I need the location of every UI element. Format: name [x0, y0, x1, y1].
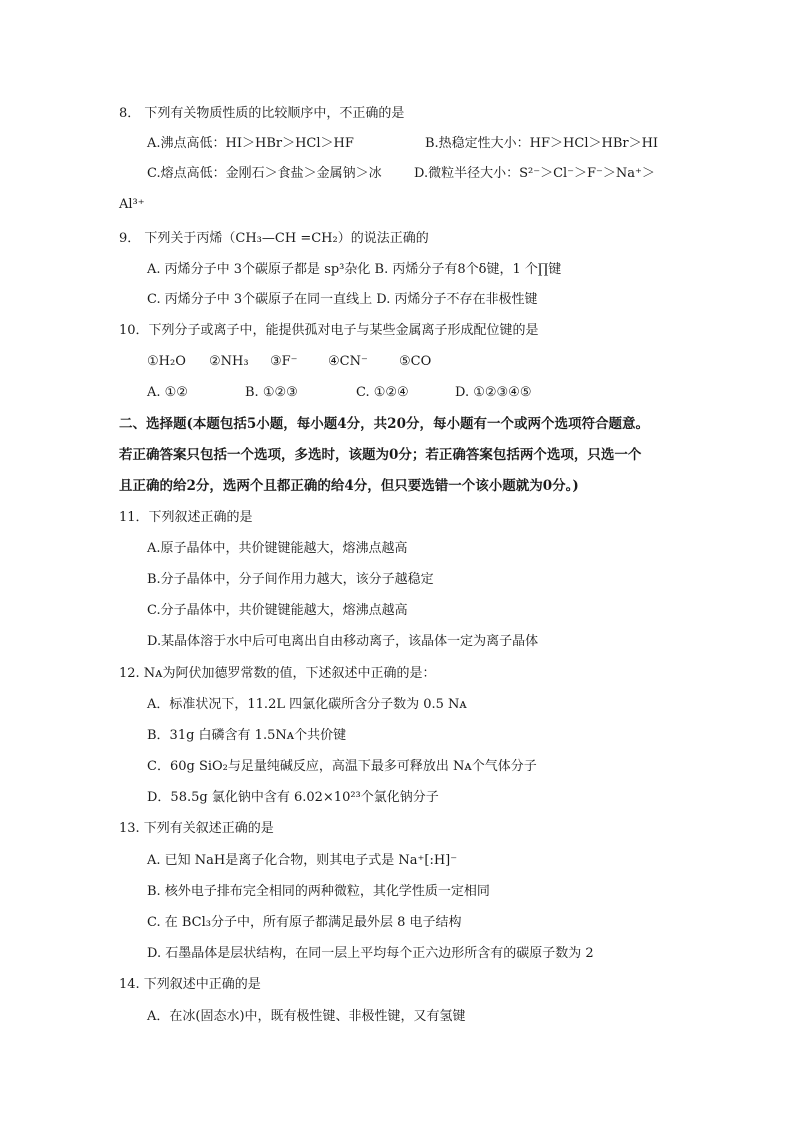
q8-option-b: B.热稳定性大小：HF＞HCl＞HBr＞HI [425, 136, 659, 151]
q11-option-d: D.某晶体溶于水中后可电离出自由移动离子，该晶体一定为离子晶体 [147, 634, 539, 649]
q8-option-c: C.熔点高低：金刚石＞食盐＞金属钠＞冰 [147, 166, 382, 181]
q12-option-d: D．58.5g 氯化钠中含有 6.02×10²³个氯化钠分子 [147, 790, 439, 805]
q9-options-cd: C. 丙烯分子中 3个碳原子在同一直线上 D. 丙烯分子不存在非极性键 [147, 292, 538, 307]
q12-stem: 12. Nᴀ为阿伏加德罗常数的值，下述叙述中正确的是： [119, 666, 436, 681]
q14-stem: 14. 下列叙述中正确的是 [119, 977, 261, 992]
q9-options-ab: A. 丙烯分子中 3个碳原子都是 sp³杂化 B. 丙烯分子有8个δ键，1 个∏键 [147, 262, 562, 277]
q10-item-4: ④CN⁻ [328, 354, 368, 369]
q12-option-b: B．31g 白磷含有 1.5Nᴀ个共价键 [147, 728, 347, 743]
q8-option-d-continued: Al³⁺ [119, 197, 145, 212]
q11-option-b: B.分子晶体中，分子间作用力越大，该分子越稳定 [147, 572, 434, 587]
q10-item-5: ⑤CO [399, 354, 432, 369]
section-two-instructions-line3: 且正确的给2分，选两个且都正确的给4分，但只要选错一个该小题就为0分。) [119, 478, 579, 494]
q13-stem: 13. 下列有关叙述正确的是 [119, 821, 274, 836]
q13-option-c: C. 在 BCl₃分子中，所有原子都满足最外层 8 电子结构 [147, 915, 462, 930]
q10-option-b: B. ①②③ [245, 385, 298, 400]
q13-option-d: D. 石墨晶体是层状结构，在同一层上平均每个正六边形所含有的碳原子数为 2 [147, 946, 594, 961]
q10-item-1: ①H₂O [147, 354, 186, 369]
q11-option-a: A.原子晶体中，共价键键能越大，熔沸点越高 [147, 541, 408, 556]
q10-option-a: A. ①② [147, 385, 188, 400]
section-two-instructions-line2: 若正确答案只包括一个选项，多选时，该题为0分；若正确答案包括两个选项，只选一个 [119, 447, 642, 463]
q9-stem: 9． 下列关于丙烯（CH₃—CH =CH₂）的说法正确的 [119, 231, 429, 246]
q10-item-2: ②NH₃ [209, 354, 249, 369]
q12-option-a: A．标准状况下，11.2L 四氯化碳所含分子数为 0.5 Nᴀ [147, 697, 467, 712]
q10-item-3: ③F⁻ [270, 354, 298, 369]
q10-option-d: D. ①②③④⑤ [455, 385, 532, 400]
q10-stem: 10．下列分子或离子中，能提供孤对电子与某些金属离子形成配位键的是 [119, 323, 539, 338]
q10-option-c: C. ①②④ [356, 385, 409, 400]
q8-option-a: A.沸点高低：HI＞HBr＞HCl＞HF [147, 136, 354, 151]
q11-option-c: C.分子晶体中，共价键键能越大，熔沸点越高 [147, 603, 408, 618]
q8-option-d: D.微粒半径大小：S²⁻＞Cl⁻＞F⁻＞Na⁺＞ [414, 166, 655, 181]
q12-option-c: C．60g SiO₂与足量纯碱反应，高温下最多可释放出 Nᴀ个气体分子 [147, 759, 537, 774]
q13-option-a: A. 已知 NaH是离子化合物，则其电子式是 Na⁺[:H]⁻ [147, 853, 458, 868]
q11-stem: 11．下列叙述正确的是 [119, 510, 253, 525]
q8-stem: 8． 下列有关物质性质的比较顺序中，不正确的是 [119, 106, 405, 121]
q14-option-a: A．在冰(固态水)中，既有极性键、非极性键，又有氢键 [147, 1009, 466, 1024]
q13-option-b: B. 核外电子排布完全相同的两种微粒，其化学性质一定相同 [147, 884, 490, 899]
section-two-instructions-line1: 二、选择题(本题包括5小题，每小题4分，共20分，每小题有一个或两个选项符合题意。 [119, 416, 649, 432]
